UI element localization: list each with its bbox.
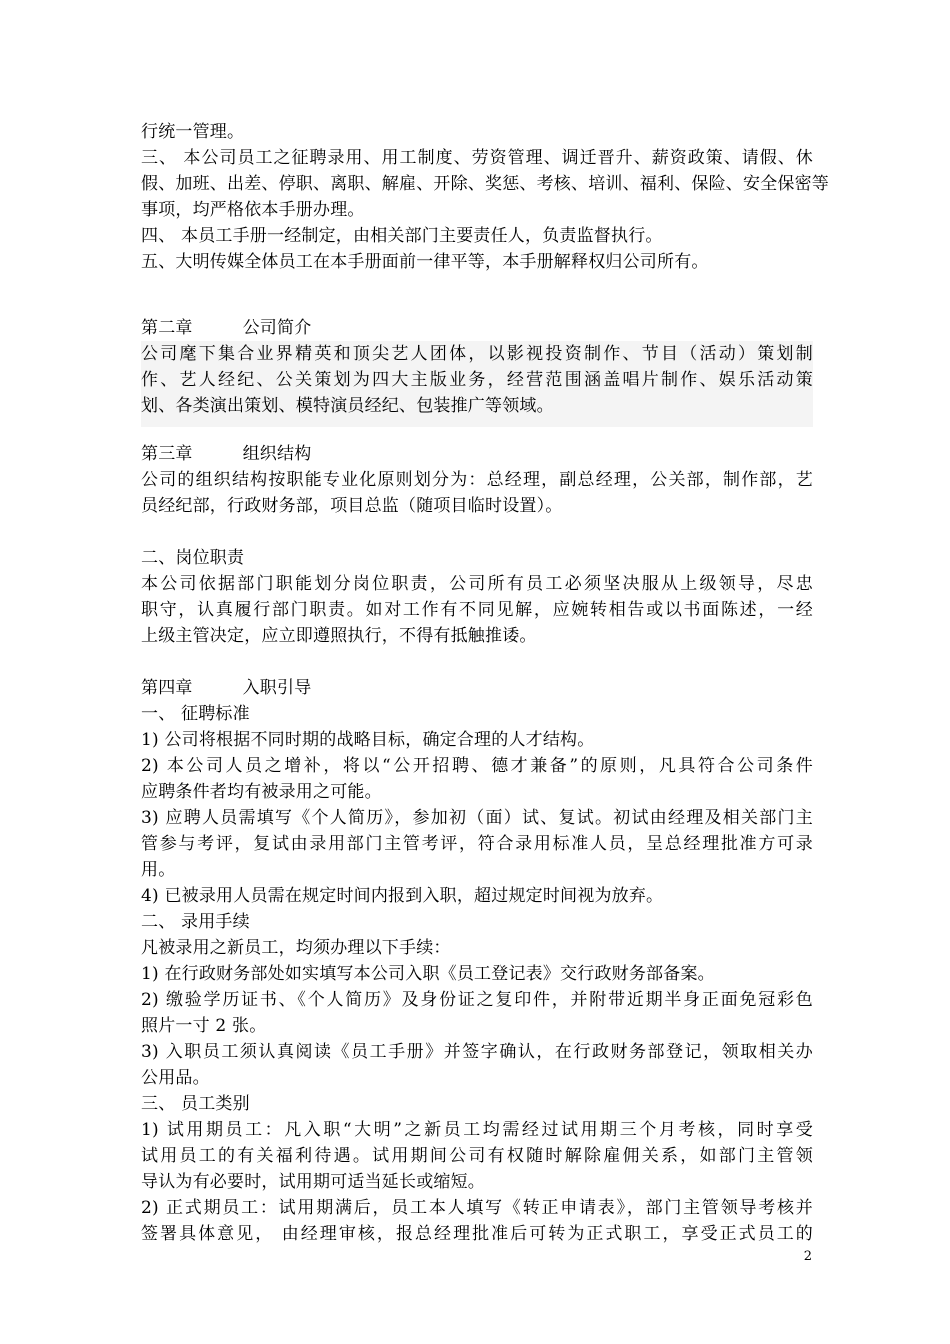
chapter-3-label: 第三章 (141, 444, 193, 464)
recruit-item: 2) 本公司人员之增补，将以“公开招聘、德才兼备”的原则，凡具符合公司条件 (141, 756, 813, 776)
recruit-item: 应聘条件者均有被录用之可能。 (141, 782, 382, 802)
chapter-2-body-line: 作、艺人经纪、公关策划为四大主版业务，经营范围涵盖唱片制作、娱乐活动策 (141, 370, 813, 390)
spacer (141, 427, 813, 441)
hiring-procedure-heading: 二、 录用手续 (141, 912, 250, 932)
hiring-item: 1) 在行政财务部处如实填写本公司入职《员工登记表》交行政财务部备案。 (141, 964, 715, 984)
intro-item-3-line-3: 事项，均严格依本手册办理。 (141, 200, 365, 220)
hiring-item: 公用品。 (141, 1068, 210, 1088)
duties-body-line: 本公司依据部门职能划分岗位职责，公司所有员工必须坚决服从上级领导，尽忠 (141, 574, 813, 594)
spacer (141, 301, 813, 315)
hiring-procedure-intro: 凡被录用之新员工，均须办理以下手续： (141, 938, 451, 958)
recruit-item: 4) 已被录用人员需在规定时间内报到入职，超过规定时间视为放弃。 (141, 886, 664, 906)
chapter-3-title: 组织结构 (242, 444, 312, 464)
spacer (141, 519, 813, 545)
chapter-2-body-line: 公司麾下集合业界精英和顶尖艺人团体，以影视投资制作、节目（活动）策划制 (141, 344, 813, 364)
chapter-2-title: 公司简介 (242, 318, 312, 338)
chapter-4-title: 入职引导 (242, 678, 312, 698)
duties-body-line: 职守，认真履行部门职责。如对工作有不同见解，应婉转相告或以书面陈述，一经 (141, 600, 813, 620)
hiring-item: 2) 缴验学历证书、《个人简历》及身份证之复印件，并附带近期半身正面免冠彩色 (141, 990, 813, 1010)
intro-item-5: 五、大明传媒全体员工在本手册面前一律平等，本手册解释权归公司所有。 (141, 252, 709, 272)
hiring-item: 照片一寸 2 张。 (141, 1016, 267, 1036)
chapter-3-heading (141, 441, 813, 467)
employee-type-item: 1) 试用期员工：凡入职“大明”之新员工均需经过试用期三个月考核，同时享受 (141, 1120, 813, 1140)
recruit-item: 管参与考评，复试由录用部门主管考评，符合录用标准人员，呈总经理批准方可录 (141, 834, 813, 854)
spacer (141, 275, 813, 301)
duties-body-line: 上级主管决定，应立即遵照执行，不得有抵触推诿。 (141, 626, 537, 646)
recruit-item: 用。 (141, 860, 176, 880)
employee-type-heading: 三、 员工类别 (141, 1094, 250, 1114)
intro-item-3-line-2: 假、加班、出差、停职、离职、解雇、开除、奖惩、考核、培训、福利、保险、安全保密等 (141, 174, 829, 194)
chapter-4-label: 第四章 (141, 678, 193, 698)
chapter-2-heading (141, 315, 813, 341)
recruit-standard-heading: 一、 征聘标准 (141, 704, 250, 724)
duties-heading: 二、岗位职责 (141, 548, 245, 568)
chapter-3-body-line: 员经纪部，行政财务部，项目总监（随项目临时设置）。 (141, 496, 563, 516)
recruit-item: 1) 公司将根据不同时期的战略目标，确定合理的人才结构。 (141, 730, 595, 750)
intro-item-3-line-1: 三、 本公司员工之征聘录用、用工制度、劳资管理、调迁晋升、薪资政策、请假、休 (141, 148, 813, 168)
employee-type-item: 签署具体意见， 由经理审核，报总经理批准后可转为正式职工，享受正式员工的 (141, 1224, 813, 1244)
employee-type-item: 试用员工的有关福利待遇。试用期间公司有权随时解除雇佣关系，如部门主管领 (141, 1146, 813, 1166)
employee-type-item: 导认为有必要时，试用期可适当延长或缩短。 (141, 1172, 485, 1192)
hiring-item: 3) 入职员工须认真阅读《员工手册》并签字确认，在行政财务部登记，领取相关办 (141, 1042, 813, 1062)
chapter-3-body-line: 公司的组织结构按职能专业化原则划分为：总经理，副总经理，公关部，制作部，艺 (141, 470, 813, 490)
spacer (141, 649, 813, 675)
recruit-item: 3) 应聘人员需填写《个人简历》，参加初（面）试、复试。初试由经理及相关部门主 (141, 808, 813, 828)
document-page (141, 119, 829, 1247)
chapter-2-label: 第二章 (141, 318, 193, 338)
intro-tail-line: 行统一管理。 (141, 122, 245, 142)
chapter-2-body (141, 341, 813, 427)
chapter-4-heading (141, 675, 813, 701)
page-number: 2 (803, 1249, 812, 1264)
intro-item-4: 四、 本员工手册一经制定，由相关部门主要责任人，负责监督执行。 (141, 226, 663, 246)
employee-type-item: 2) 正式期员工：试用期满后，员工本人填写《转正申请表》，部门主管领导考核并 (141, 1198, 813, 1218)
chapter-2-body-line: 划、各类演出策划、模特演员经纪、包装推广等领域。 (141, 396, 554, 416)
